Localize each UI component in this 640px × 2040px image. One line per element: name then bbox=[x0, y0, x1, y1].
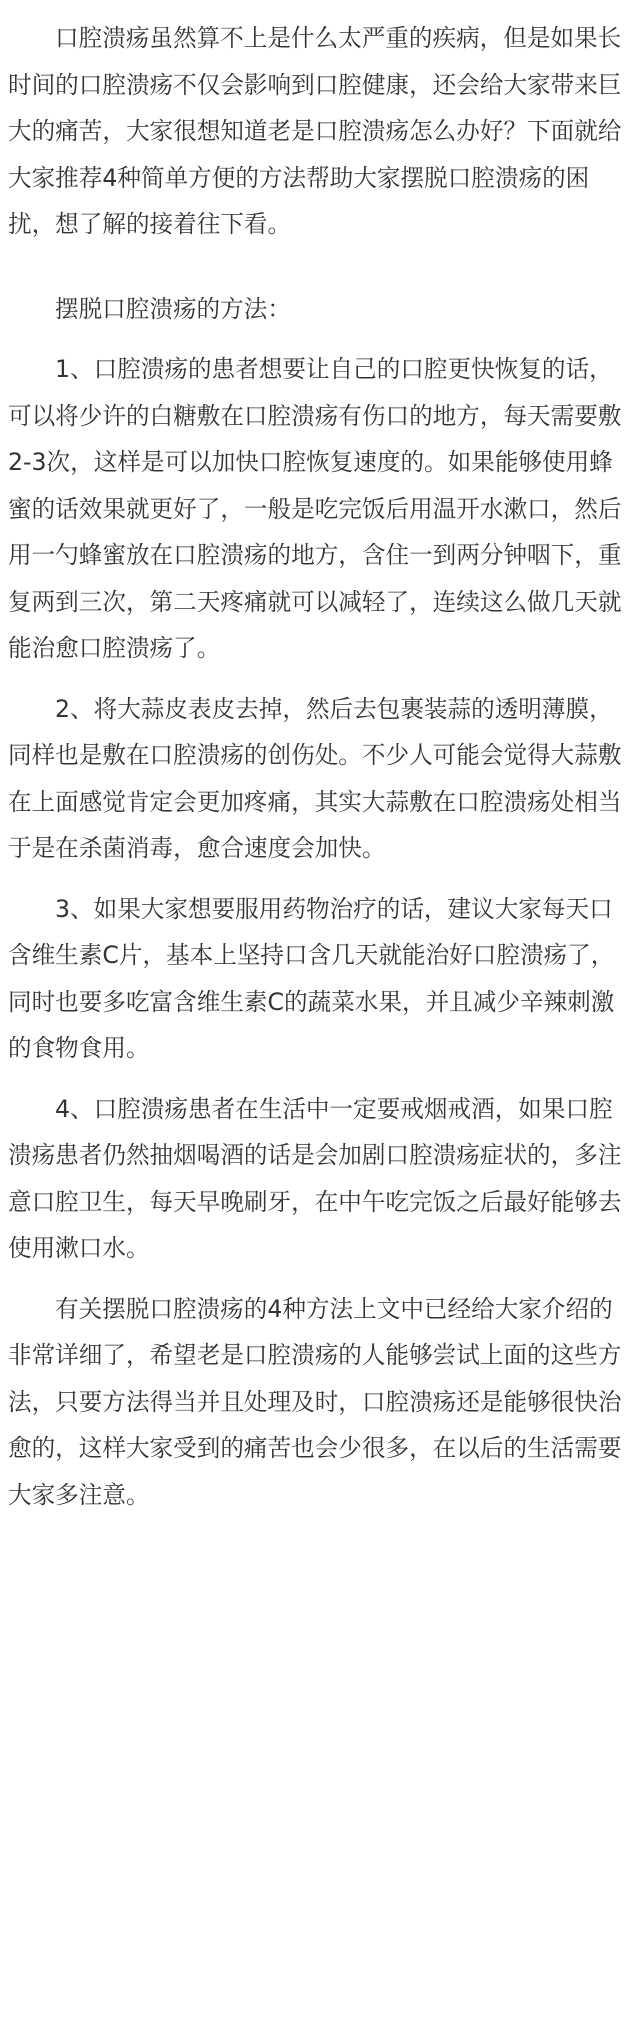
conclusion-paragraph: 有关摆脱口腔溃疡的4种方法上文中已经给大家介绍的非常详细了，希望老是口腔溃疡的人能够尝试上面的这些方法，只要方法得当并且处理及时，口腔溃疡还是能够很快治愈的，这样大家受到的痛苦也会少很多，在以后的生活需要大家多注意。 bbox=[8, 1294, 622, 1509]
methods-heading: 摆脱口腔溃疡的方法： bbox=[55, 294, 291, 323]
method-2-paragraph: 2、将大蒜皮表皮去掉，然后去包裹装蒜的透明薄膜，同样也是敷在口腔溃疡的创伤处。不少人可能会觉得大蒜敷在上面感觉肯定会更加疼痛，其实大蒜敷在口腔溃疡处相当于是在杀菌消毒，愈合速度会加快。 bbox=[8, 694, 622, 862]
method-1-paragraph: 1、口腔溃疡的患者想要让自己的口腔更快恢复的话，可以将少许的白糖敷在口腔溃疡有伤口的地方，每天需要敷2-3次，这样是可以加快口腔恢复速度的。如果能够使用蜂蜜的话效果就更好了，一般是吃完饭后用温开水漱口，然后用一勺蜂蜜放在口腔溃疡的地方，含住一到两分钟咽下，重复两到三次，第二天疼痛就可以减轻了，连续这么做几天就能治愈口腔溃疡了。 bbox=[8, 355, 622, 662]
intro-paragraph: 口腔溃疡虽然算不上是什么太严重的疾病，但是如果长时间的口腔溃疡不仅会影响到口腔健康，还会给大家带来巨大的痛苦，大家很想知道老是口腔溃疡怎么办好？下面就给大家推荐4种简单方便的方法帮助大家摆脱口腔溃疡的困扰，想了解的接着往下看。 bbox=[8, 24, 622, 238]
method-3-paragraph: 3、如果大家想要服用药物治疗的话，建议大家每天口含维生素C片，基本上坚持口含几天就能治好口腔溃疡了，同时也要多吃富含维生素C的蔬菜水果，并且减少辛辣刺激的食物食用。 bbox=[8, 894, 615, 1062]
method-4-paragraph: 4、口腔溃疡患者在生活中一定要戒烟戒酒，如果口腔溃疡患者仍然抽烟喝酒的话是会加剧口腔溃疡症状的，多注意口腔卫生，每天早晚刷牙，在中午吃完饭之后最好能够去使用漱口水。 bbox=[8, 1094, 622, 1262]
